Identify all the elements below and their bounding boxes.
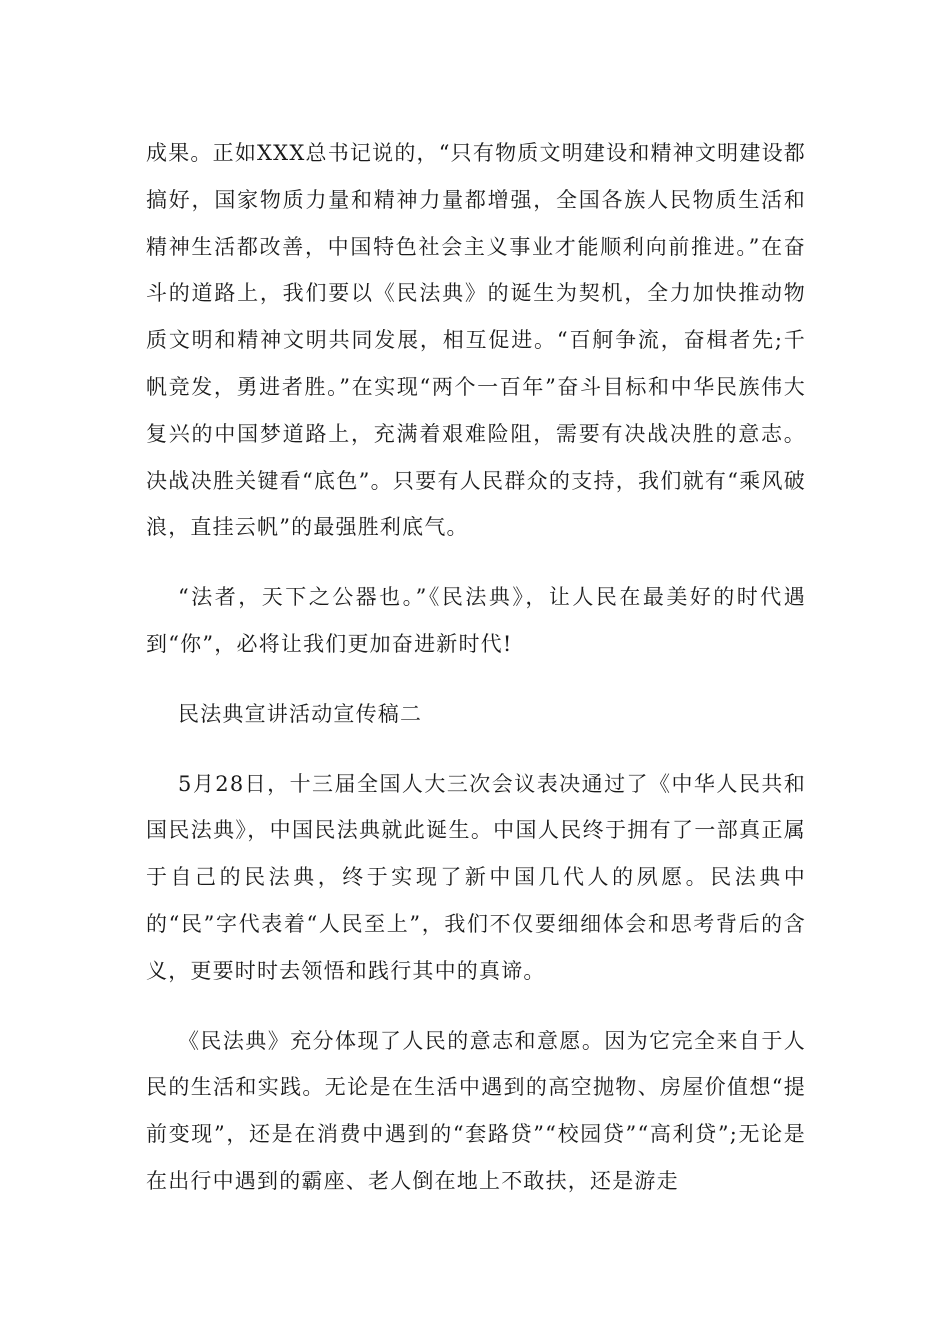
document-body: [146, 130, 806, 1228]
paragraph-civil-code-will: 《民法典》充分体现了人民的意志和意愿。因为它完全来自于人民的生活和实践。无论是在生活中遇到的高空抛物、房屋价值想“提前变现”，还是在消费中遇到的“套路贷”“校园贷”“高利贷”;无论是在出行中遇到的霸座、老人倒在地上不敢扶，还是游走: [146, 1028, 806, 1193]
section-heading: 民法典宣讲活动宣传稿二: [178, 701, 423, 726]
paragraph-may-28: 5月28日，十三届全国人大三次会议表决通过了《中华人民共和国民法典》，中国民法典就此诞生。中国人民终于拥有了一部真正属于自己的民法典，终于实现了新中国几代人的夙愿。民法典中的“民”字代表着“人民至上”，我们不仅要细细体会和思考背后的含义，更要时时去领悟和践行其中的真谛。: [146, 771, 806, 983]
paragraph-quote: “法者，天下之公器也。”《民法典》，让人民在最美好的时代遇到“你”，必将让我们更加奋进新时代!: [146, 585, 806, 656]
paragraph-continuation: 成果。正如XXX总书记说的，“只有物质文明建设和精神文明建设都搞好，国家物质力量和精神力量都增强，全国各族人民物质生活和精神生活都改善，中国特色社会主义事业才能顺利向前推进。”在奋斗的道路上，我们要以《民法典》的诞生为契机，全力加快推动物质文明和精神文明共同发展，相互促进。“百舸争流，奋楫者先;千帆竞发，勇进者胜。”在实现“两个一百年”奋斗目标和中华民族伟大复兴的中国梦道路上，充满着艰难险阻，需要有决战决胜的意志。决战决胜关键看“底色”。只要有人民群众的支持，我们就有“乘风破浪，直挂云帆”的最强胜利底气。: [146, 141, 806, 540]
